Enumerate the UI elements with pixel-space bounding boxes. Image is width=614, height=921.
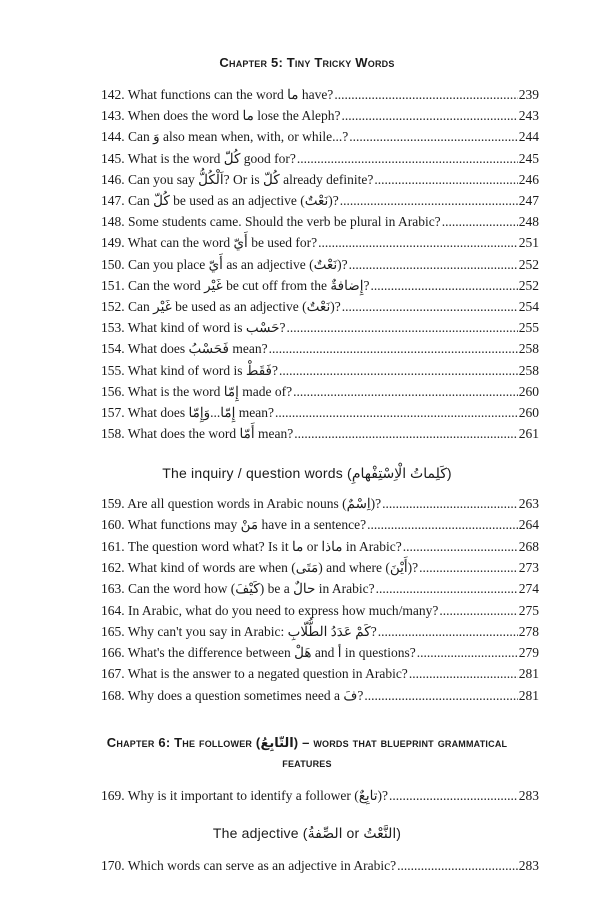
- toc-entry-text: [101, 339, 268, 359]
- toc-entry-question: The question word what? Is it ما or ماذا in Arabic?: [127, 538, 402, 554]
- toc-entry[interactable]: [101, 601, 539, 621]
- toc-entry[interactable]: [101, 515, 539, 535]
- dot-leader: [419, 558, 518, 578]
- toc-entry-question: What does فَحَسْبُ mean?: [127, 341, 268, 357]
- toc-entry-question: Can the word how (كَيْفَ) be a حالٌ in Arabic?: [128, 581, 375, 597]
- toc-entry-text: [101, 622, 377, 642]
- toc-entry-question: What is the word كُلّ good for?: [127, 150, 296, 166]
- toc-page-number: 260: [518, 405, 539, 420]
- toc-page-number: 239: [518, 87, 539, 102]
- toc-page-number: 281: [518, 687, 539, 703]
- toc-entry-number: 169.: [101, 788, 125, 803]
- toc-entry-text: [101, 643, 416, 663]
- toc-entry-question: What functions may مَنْ have in a sentence?: [127, 517, 367, 533]
- toc-page-number: 279: [518, 645, 539, 661]
- toc-entry-question: What can the word أَيّ be used for?: [127, 235, 318, 251]
- toc-page-number: 243: [518, 108, 539, 124]
- toc-page-number: 254: [518, 299, 539, 314]
- toc-entry-question: Which words can serve as an adjective in Arabic?: [127, 858, 397, 873]
- chapter-5-title: Chapter 5: Tiny Tricky Words: [219, 55, 395, 70]
- toc-entry-text: [101, 276, 369, 296]
- dot-leader: [374, 170, 517, 190]
- toc-entry-text: [101, 494, 381, 514]
- toc-entry[interactable]: [101, 622, 539, 642]
- toc-entry-number: 151.: [101, 277, 125, 293]
- dot-leader: [341, 106, 517, 126]
- toc-entry-number: 164.: [101, 602, 125, 618]
- dot-leader: [334, 85, 517, 105]
- toc-entry-question: What kind of word is حَسْب?: [127, 320, 286, 336]
- toc-entry-question: Can وَ also mean when, with, or while...?: [128, 129, 349, 145]
- dot-leader: [403, 537, 518, 557]
- dot-leader: [297, 149, 518, 169]
- dot-leader: [340, 191, 518, 211]
- toc-entry-number: 152.: [101, 299, 125, 314]
- dot-leader: [294, 424, 518, 444]
- toc-entry[interactable]: [101, 233, 539, 253]
- toc-page-number: 258: [518, 341, 539, 357]
- toc-entry-number: 158.: [101, 426, 125, 442]
- toc-entry-text: [101, 382, 292, 402]
- toc-entry-number: 144.: [101, 129, 125, 145]
- dot-leader: [397, 856, 518, 876]
- toc-entry-text: [101, 579, 375, 599]
- dot-leader: [349, 127, 518, 147]
- toc-entry[interactable]: [101, 127, 539, 147]
- dot-leader: [417, 643, 518, 663]
- dot-leader: [389, 786, 518, 806]
- dot-leader: [293, 382, 518, 402]
- toc-entry-question: Can غَيْر be used as an adjective (نَعْتٌ)?: [128, 299, 341, 314]
- toc-entry[interactable]: [101, 686, 539, 706]
- toc-entry[interactable]: [101, 276, 539, 296]
- toc-entry[interactable]: [101, 297, 539, 317]
- toc-entry-question: What's the difference between هَلْ and أ in questions?: [127, 645, 416, 661]
- toc-page-number: 260: [518, 383, 539, 399]
- dot-leader: [318, 233, 518, 253]
- toc-page-number: 261: [518, 426, 539, 442]
- toc-page-number: 246: [518, 171, 539, 187]
- chapter-6-title-line1: Chapter 6: The follower (التّابِعُ) – words that blueprint grammatical: [106, 735, 508, 750]
- toc-entry-text: [101, 537, 402, 557]
- toc-entry[interactable]: [101, 424, 539, 444]
- toc-entry-question: What kind of words are when (مَتَى) and where (أَيْنَ)?: [127, 559, 419, 575]
- toc-page-number: 247: [518, 193, 539, 208]
- toc-entry[interactable]: [101, 664, 539, 684]
- toc-entry-text: [101, 233, 317, 253]
- toc-entry-question: Why is it important to identify a follower (تابِعٌ)?: [127, 788, 389, 803]
- toc-entry-question: Why does a question sometimes need a فَ?: [127, 687, 364, 703]
- toc-entry-number: 148.: [101, 214, 125, 230]
- toc-entry-text: [101, 170, 373, 190]
- toc-entry-number: 163.: [101, 581, 125, 597]
- dot-leader: [376, 579, 518, 599]
- toc-entry-text: [101, 686, 363, 706]
- toc-entry-number: 154.: [101, 341, 125, 357]
- toc-page-number: 274: [518, 581, 539, 597]
- toc-entry[interactable]: [101, 494, 539, 514]
- dot-leader: [370, 276, 517, 296]
- toc-entry-text: [101, 856, 396, 876]
- toc-entry[interactable]: [101, 85, 539, 105]
- toc-entry-text: [101, 601, 438, 621]
- toc-entry[interactable]: [101, 191, 539, 211]
- toc-entry-number: 155.: [101, 362, 125, 378]
- toc-page-number: 248: [518, 214, 539, 230]
- toc-entry[interactable]: [101, 318, 539, 338]
- dot-leader: [269, 339, 518, 359]
- toc-page-number: 255: [518, 320, 539, 336]
- toc-entry-text: [101, 127, 348, 147]
- toc-entry-question: What kind of word is فَقَطْ?: [127, 362, 278, 378]
- toc-page-number: 283: [518, 858, 539, 873]
- toc-entry[interactable]: [101, 403, 539, 423]
- toc-entry[interactable]: [101, 170, 539, 190]
- toc-entry-question: What does إِمّا...وَإِمّا mean?: [127, 405, 274, 420]
- dot-leader: [287, 318, 518, 338]
- toc-entry-number: 166.: [101, 645, 125, 661]
- toc-page-number: 245: [518, 150, 539, 166]
- toc-page-number: 263: [518, 496, 539, 511]
- dot-leader: [349, 255, 518, 275]
- toc-entry-number: 160.: [101, 517, 125, 533]
- toc-entry[interactable]: [101, 856, 539, 876]
- dot-leader: [409, 664, 518, 684]
- dot-leader: [279, 361, 518, 381]
- toc-entry-text: [101, 85, 333, 105]
- toc-entry-text: [101, 212, 441, 232]
- toc-entry-number: 149.: [101, 235, 125, 251]
- toc-page-number: 281: [518, 666, 539, 682]
- toc-entry-text: [101, 424, 293, 444]
- toc-entry-number: 165.: [101, 623, 125, 639]
- toc-entry-text: [101, 558, 418, 578]
- toc-entry-question: Some students came. Should the verb be plural in Arabic?: [128, 214, 441, 230]
- chapter-6-title-line2: features: [282, 755, 332, 770]
- toc-entry[interactable]: [101, 382, 539, 402]
- toc-entry-number: 147.: [101, 193, 125, 208]
- toc-entry-number: 142.: [101, 87, 125, 102]
- toc-entry-text: [101, 515, 366, 535]
- toc-entry-text: [101, 361, 278, 381]
- toc-entry-number: 168.: [101, 687, 125, 703]
- toc-entry-number: 156.: [101, 383, 125, 399]
- toc-entry[interactable]: [101, 558, 539, 578]
- toc-entry[interactable]: [101, 537, 539, 557]
- toc-page-number: 258: [518, 362, 539, 378]
- toc-entry-text: [101, 297, 341, 317]
- toc-entry-question: Can كُلّ be used as an adjective (نَعْتٌ)?: [128, 193, 339, 208]
- toc-entry-question: What does the word أَمّا mean?: [127, 426, 294, 442]
- toc-entry-question: What functions can the word ما have?: [127, 87, 334, 102]
- toc-entry-text: [101, 664, 408, 684]
- dot-leader: [367, 515, 518, 535]
- toc-entry-number: 153.: [101, 320, 125, 336]
- toc-page-number: 283: [518, 788, 539, 803]
- toc-entry-number: 145.: [101, 150, 125, 166]
- inquiry-section-title: The inquiry / question words (كَلِماتُ الْاِسْتِفْهامِ): [162, 465, 452, 481]
- toc-entry-number: 150.: [101, 256, 125, 272]
- toc-entry-number: 143.: [101, 108, 125, 124]
- toc-entry-text: [101, 106, 340, 126]
- toc-entry-number: 162.: [101, 559, 125, 575]
- dot-leader: [439, 601, 517, 621]
- toc-entry-question: Can the word غَيْر be cut off from the إِضافةٌ?: [128, 277, 370, 293]
- toc-entry[interactable]: [101, 212, 539, 232]
- dot-leader: [442, 212, 518, 232]
- toc-entry-number: 167.: [101, 666, 125, 682]
- toc-page-number: 252: [518, 277, 539, 293]
- toc-page-number: 251: [518, 235, 539, 251]
- toc-entry-question: Why can't you say in Arabic: كَمْ عَدَدُ الطُّلّابِ?: [127, 623, 377, 639]
- dot-leader: [275, 403, 518, 423]
- dot-leader: [378, 622, 518, 642]
- toc-entry-question: In Arabic, what do you need to express how much/many?: [128, 602, 439, 618]
- toc-entry[interactable]: [101, 339, 539, 359]
- toc-entry-text: [101, 255, 348, 275]
- toc-page-number: 278: [518, 623, 539, 639]
- toc-entry[interactable]: [101, 149, 539, 169]
- adjective-section-title: The adjective (الصِّفةُ or النَّعْتُ): [212, 825, 402, 841]
- toc-entry[interactable]: [101, 106, 539, 126]
- toc-entry[interactable]: [101, 579, 539, 599]
- toc-entry[interactable]: [101, 786, 539, 806]
- toc-page-number: 268: [518, 538, 539, 554]
- toc-entry-question: Are all question words in Arabic nouns (اِسْمٌ)?: [127, 496, 382, 511]
- dot-leader: [364, 686, 517, 706]
- toc-entry-number: 170.: [101, 858, 125, 873]
- toc-entry-text: [101, 786, 388, 806]
- toc-entry-question: When does the word ما lose the Aleph?: [127, 108, 341, 124]
- dot-leader: [342, 297, 518, 317]
- toc-entry[interactable]: [101, 643, 539, 663]
- toc-entry-text: [101, 318, 286, 338]
- toc-entry-text: [101, 403, 274, 423]
- toc-entry-number: 159.: [101, 496, 125, 511]
- toc-page-number: 264: [518, 517, 539, 533]
- toc-entry[interactable]: [101, 255, 539, 275]
- toc-entry-text: [101, 191, 339, 211]
- toc-entry-question: Can you say اَلْكُلُّ? Or is كُلّ already definite?: [128, 171, 374, 187]
- toc-entry-question: What is the answer to a negated question in Arabic?: [127, 666, 408, 682]
- toc-entry-number: 157.: [101, 405, 125, 420]
- toc-entry-question: What is the word إِمّا made of?: [127, 383, 293, 399]
- toc-page-number: 244: [518, 129, 539, 145]
- dot-leader: [382, 494, 518, 514]
- toc-entry-number: 161.: [101, 538, 125, 554]
- toc-page-number: 252: [518, 256, 539, 272]
- toc-entry-text: [101, 149, 296, 169]
- toc-entry-number: 146.: [101, 171, 125, 187]
- toc-entry-question: Can you place أَيّ as an adjective (نَعْتٌ)?: [128, 256, 348, 272]
- toc-page-number: 275: [518, 602, 539, 618]
- toc-entry[interactable]: [101, 361, 539, 381]
- toc-page-number: 273: [518, 559, 539, 575]
